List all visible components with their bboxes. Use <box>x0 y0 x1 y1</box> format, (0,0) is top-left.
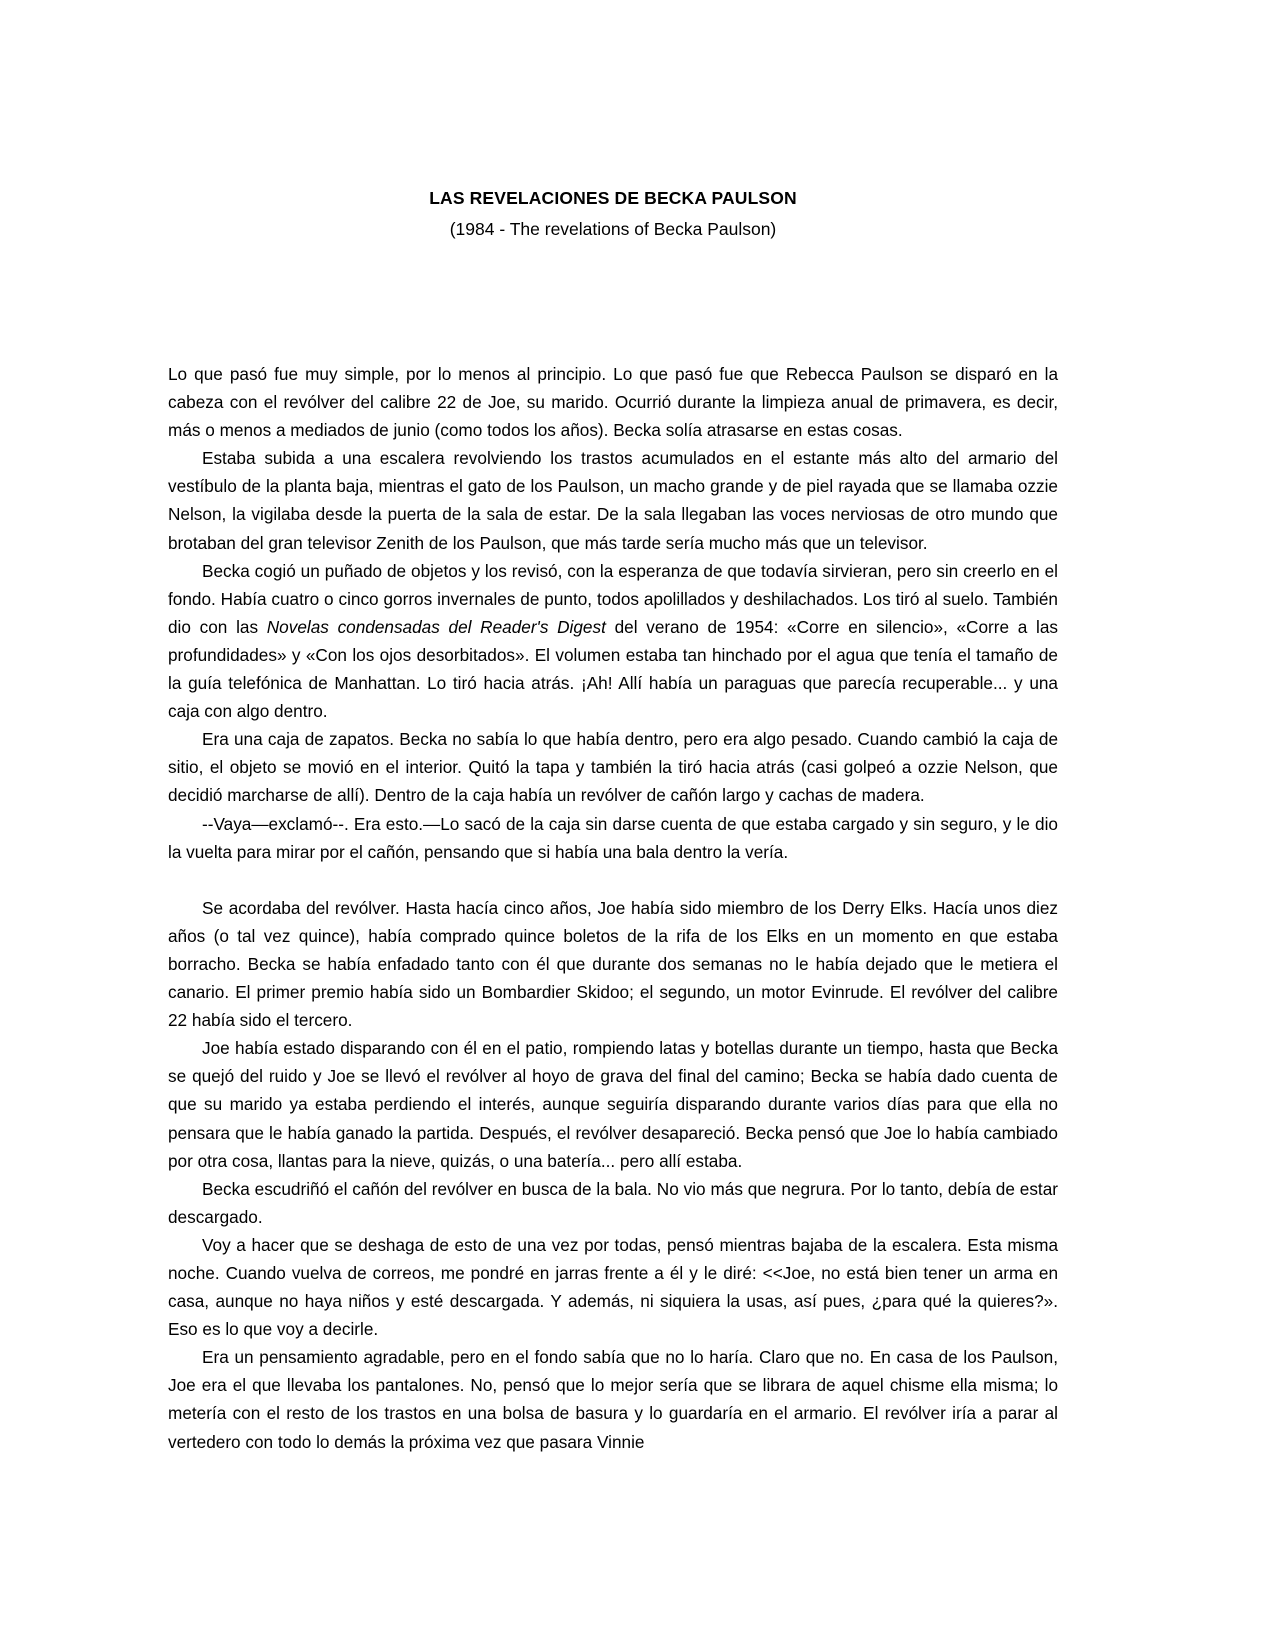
page-subtitle: (1984 - The revelations of Becka Paulson) <box>449 219 777 240</box>
title-block <box>168 185 1058 243</box>
paragraph-5: --Vaya—exclamó--. Era esto.—Lo sacó de la caja sin darse cuenta de que estaba cargado y sin seguro, y le dio la vuelta para mirar por el cañón, pensando que si había una bala dentro la vería. <box>168 813 1058 862</box>
page-title: LAS REVELACIONES DE BECKA PAULSON <box>429 188 797 208</box>
paragraph-8: Becka escudriñó el cañón del revólver en busca de la bala. No vio más que negrura. Por lo tanto, debía de estar descargado. <box>168 1178 1058 1227</box>
section-spacer <box>168 866 1058 894</box>
paragraph-3-text-before: Becka cogió un puñado de objetos y los revisó, con la esperanza de que todavía sirvieran, pero sin creerlo en el fondo. Había cuatro o cinco gorros invernales de punto, todos apolillados y deshilachados. Los tiró al suelo. También dio con las <box>168 560 1058 637</box>
work-title-italic: Novelas condensadas del Reader's Digest <box>266 616 606 637</box>
paragraph-4: Era una caja de zapatos. Becka no sabía lo que había dentro, pero era algo pesado. Cuando cambió la caja de sitio, el objeto se movió en el interior. Quitó la tapa y también la tiró hacia atrás (casi golpeó a ozzie Nelson, que decidió marcharse de allí). Dentro de la caja había un revólver de cañón largo y cachas de madera. <box>168 729 1058 806</box>
paragraph-6: Se acordaba del revólver. Hasta hacía cinco años, Joe había sido miembro de los Derry Elks. Hacía unos diez años (o tal vez quince), había comprado quince boletos de la rifa de los Elks en un momento en que estaba borracho. Becka se había enfadado tanto con él que durante dos semanas no le había dejado que le metiera el canario. El primer premio había sido un Bombardier Skidoo; el segundo, un motor Evinrude. El revólver del calibre 22 había sido el tercero. <box>168 897 1058 1031</box>
paragraph-3-text-after: del verano de 1954: «Corre en silencio», «Corre a las profundidades» y «Con los ojos desorbitados». El volumen estaba tan hinchado por el agua que tenía el tamaño de la guía telefónica de Manhattan. Lo tiró hacia atrás. ¡Ah! Allí había un paraguas que parecía recuperable... y una caja con algo dentro. <box>168 616 1058 722</box>
paragraph-7: Joe había estado disparando con él en el patio, rompiendo latas y botellas durante un tiempo, hasta que Becka se quejó del ruido y Joe se llevó el revólver al hoyo de grava del final del camino; Becka se había dado cuenta de que su marido ya estaba perdiendo el interés, aunque seguiría disparando durante varios días para que ella no pensara que le había ganado la partida. Después, el revólver desapareció. Becka pensó que Joe lo había cambiado por otra cosa, llantas para la nieve, quizás, o una batería... pero allí estaba. <box>168 1038 1058 1171</box>
paragraph-1: Lo que pasó fue muy simple, por lo menos al principio. Lo que pasó fue que Rebecca Paulson se disparó en la cabeza con el revólver del calibre 22 de Joe, su marido. Ocurrió durante la limpieza anual de primavera, es decir, más o menos a mediados de junio (como todos los años). Becka solía atrasarse en estas cosas. <box>168 364 1058 441</box>
paragraph-2: Estaba subida a una escalera revolviendo los trastos acumulados en el estante más alto del armario del vestíbulo de la planta baja, mientras el gato de los Paulson, un macho grande y de piel rayada que se llamaba ozzie Nelson, la vigilaba desde la puerta de la sala de estar. De la sala llegaban las voces nerviosas de otro mundo que brotaban del gran televisor Zenith de los Paulson, que más tarde sería mucho más que un televisor. <box>168 448 1058 553</box>
paragraph-10: Era un pensamiento agradable, pero en el fondo sabía que no lo haría. Claro que no. En casa de los Paulson, Joe era el que llevaba los pantalones. No, pensó que lo mejor sería que se librara de aquel chisme ella misma; lo metería con el resto de los trastos en una bolsa de basura y lo guardaría en el armario. El revólver iría a parar al vertedero con todo lo demás la próxima vez que pasara Vinnie <box>168 1347 1058 1452</box>
paragraph-3 <box>168 557 1058 726</box>
document-body <box>168 360 1058 1456</box>
paragraph-9: Voy a hacer que se deshaga de esto de una vez por todas, pensó mientras bajaba de la escalera. Esta misma noche. Cuando vuelva de correos, me pondré en jarras frente a él y le diré: <<Joe, no está bien tener un arma en casa, aunque no haya niños y esté descargada. Y además, ni siquiera la usas, así pues, ¿para qué la quieres?». Eso es lo que voy a decirle. <box>168 1234 1058 1340</box>
